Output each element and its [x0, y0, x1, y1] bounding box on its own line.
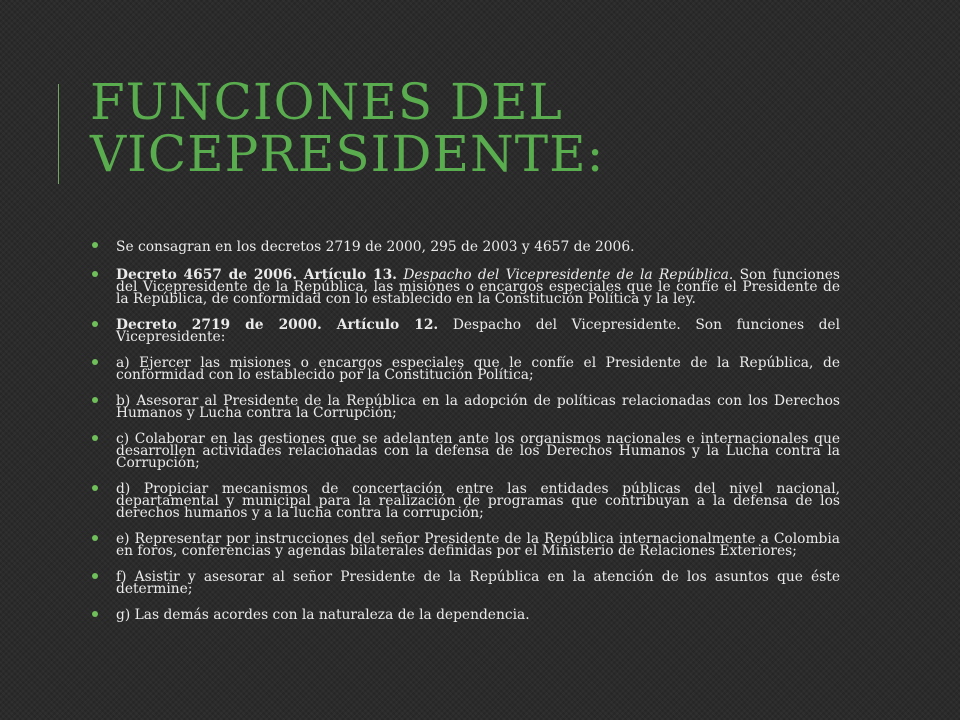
bullet-bold-text: Decreto 4657 de 2006. Artículo 13. [116, 267, 397, 283]
bullet-text: d) Propiciar mecanismos de concertación entre las entidades públicas del nivel nacional, departamental y municipal para la realización de programas que contribuyan a la defensa de los derechos humanos y a la lucha contra la corrupción; [116, 481, 840, 521]
bullet-dot-icon [92, 397, 98, 403]
bullet-list [92, 240, 840, 635]
bullet-text: b) Asesorar al Presidente de la República en la adopción de políticas relacionadas con los Derechos Humanos y Lucha contra la Corrupción; [116, 393, 840, 421]
bullet-dot-icon [92, 611, 98, 617]
bullet-dot-icon [92, 535, 98, 541]
bullet-text: Se consagran en los decretos 2719 de 2000, 295 de 2003 y 4657 de 2006. [116, 239, 635, 255]
bullet-item-g [92, 609, 840, 621]
bullet-dot-icon [92, 271, 98, 277]
bullet-text: c) Colaborar en las gestiones que se adelanten ante los organismos nacionales e internacionales que desarrollen actividades relacionadas con la defensa de los Derechos Humanos y la Lucha contra la Corrupción; [116, 431, 840, 471]
bullet-italic-text: Despacho del Vicepresidente de la República. [403, 267, 734, 283]
bullet-item-c [92, 433, 840, 469]
bullet-item-f [92, 571, 840, 595]
bullet-dot-icon [92, 573, 98, 579]
bullet-text: Despacho del Vicepresidente. Son funciones del Vicepresidente: [116, 317, 841, 345]
bullet-item-b [92, 395, 840, 419]
bullet-dot-icon [92, 485, 98, 491]
bullet-item-a [92, 357, 840, 381]
bullet-item-e [92, 533, 840, 557]
bullet-item-decreto-2719 [92, 319, 840, 343]
bullet-item-decreto-4657 [92, 269, 840, 305]
bullet-dot-icon [92, 435, 98, 441]
bullet-text: Son funciones del Vicepresidente de la República, las misiones o encargos especiales que le confíe el Presidente de la República, de conformidad con lo establecido en la Constitución Política y la ley. [116, 267, 840, 307]
bullet-text: e) Representar por instrucciones del señor Presidente de la República internacionalmente a Colombia en foros, conferencias y agendas bilaterales definidas por el Ministerio de Relaciones Exteriores; [116, 531, 840, 559]
bullet-text: f) Asistir y asesorar al señor Presidente de la República en la atención de los asuntos que éste determine; [116, 569, 840, 597]
bullet-dot-icon [92, 321, 98, 327]
bullet-text: a) Ejercer las misiones o encargos especiales que le confíe el Presidente de la República, de conformidad con lo establecido por la Constitución Política; [116, 355, 840, 383]
bullet-dot-icon [92, 242, 98, 248]
slide-title: FUNCIONES DEL VICEPRESIDENTE: [90, 73, 605, 183]
bullet-text: g) Las demás acordes con la naturaleza de la dependencia. [116, 607, 530, 623]
bullet-bold-text: Decreto 2719 de 2000. Artículo 12. [116, 317, 439, 333]
title-accent-bar [58, 84, 59, 184]
bullet-item-d [92, 483, 840, 519]
bullet-dot-icon [92, 359, 98, 365]
bullet-item-decrees [92, 240, 840, 255]
